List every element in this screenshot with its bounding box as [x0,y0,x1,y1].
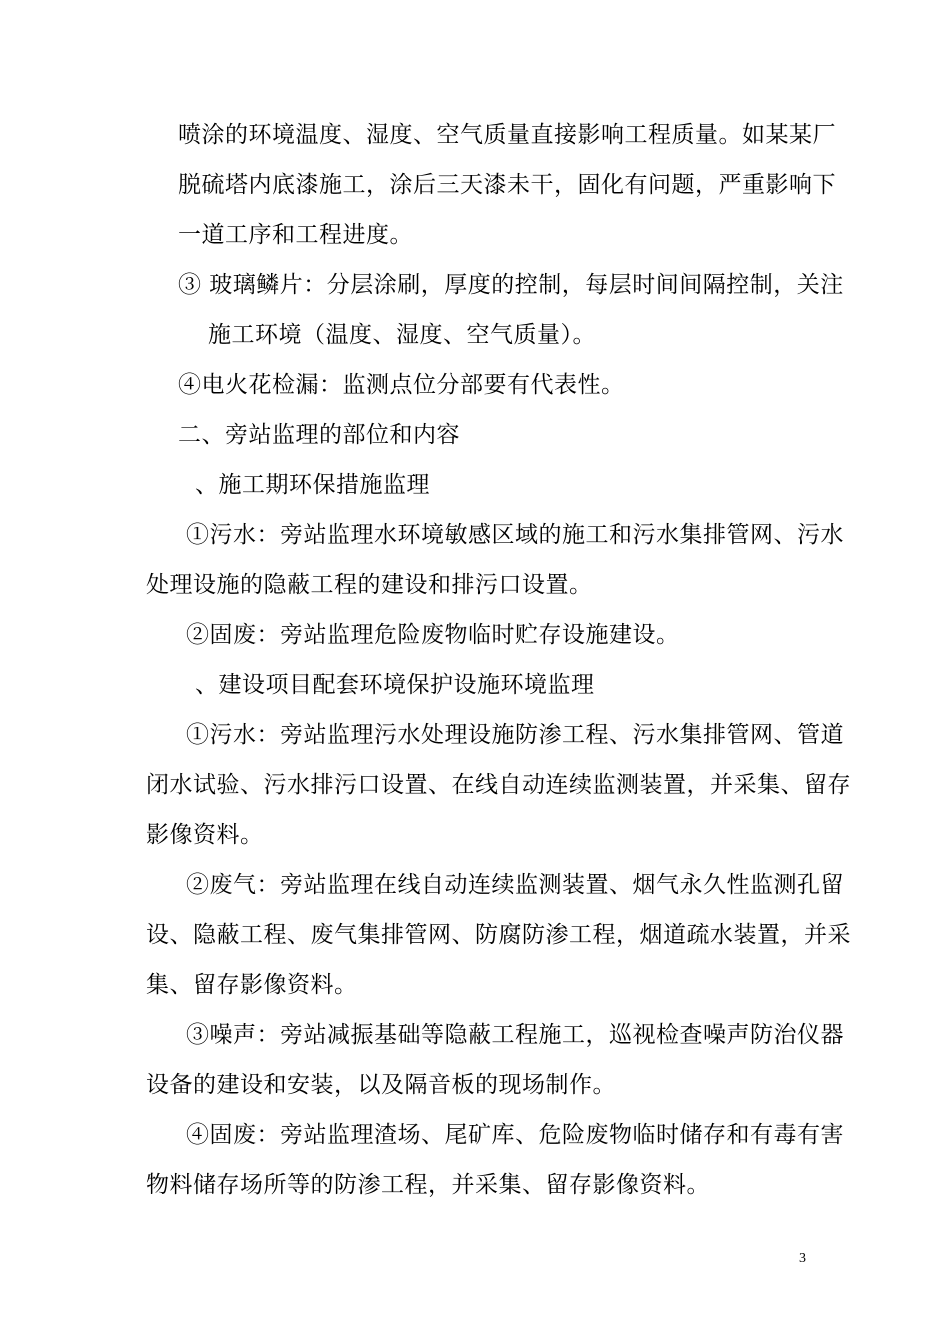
text-line: 影像资料。 [146,822,264,848]
text-line: 设备的建设和安装，以及隔音板的现场制作。 [146,1072,616,1098]
section-heading: 二、旁站监理的部位和内容 [178,422,460,448]
page-number: 3 [799,1251,806,1266]
text-line: 脱硫塔内底漆施工，涂后三天漆未干，固化有问题，严重影响下 [178,172,836,198]
subsection-heading: 、建设项目配套环境保护设施环境监理 [195,672,595,698]
text-line: ③噪声：旁站减振基础等隐蔽工程施工，巡视检查噪声防治仪器 [186,1022,844,1048]
text-line: 设、隐蔽工程、废气集排管网、防腐防渗工程，烟道疏水装置，并采 [146,922,851,948]
text-line: 一道工序和工程进度。 [178,222,413,248]
text-line: ②固废：旁站监理危险废物临时贮存设施建设。 [186,622,680,648]
text-line: 喷涂的环境温度、湿度、空气质量直接影响工程质量。如某某厂 [178,122,836,148]
text-line: 集、留存影像资料。 [146,972,358,998]
text-line: 物料储存场所等的防渗工程，并采集、留存影像资料。 [146,1172,710,1198]
text-line: ②废气：旁站监理在线自动连续监测装置、烟气永久性监测孔留 [186,872,844,898]
text-line: ③ 玻璃鳞片：分层涂刷，厚度的控制，每层时间间隔控制，关注 [178,272,844,298]
text-line: ④电火花检漏：监测点位分部要有代表性。 [178,372,625,398]
text-line: 施工环境（温度、湿度、空气质量）。 [208,322,596,348]
text-line: 闭水试验、污水排污口设置、在线自动连续监测装置，并采集、留存 [146,772,851,798]
subsection-heading: 、施工期环保措施监理 [195,472,430,498]
text-line: ①污水：旁站监理污水处理设施防渗工程、污水集排管网、管道 [186,722,844,748]
text-line: ①污水：旁站监理水环境敏感区域的施工和污水集排管网、污水 [186,522,844,548]
text-line: 处理设施的隐蔽工程的建设和排污口设置。 [146,572,593,598]
text-line: ④固废：旁站监理渣场、尾矿库、危险废物临时储存和有毒有害 [186,1122,844,1148]
